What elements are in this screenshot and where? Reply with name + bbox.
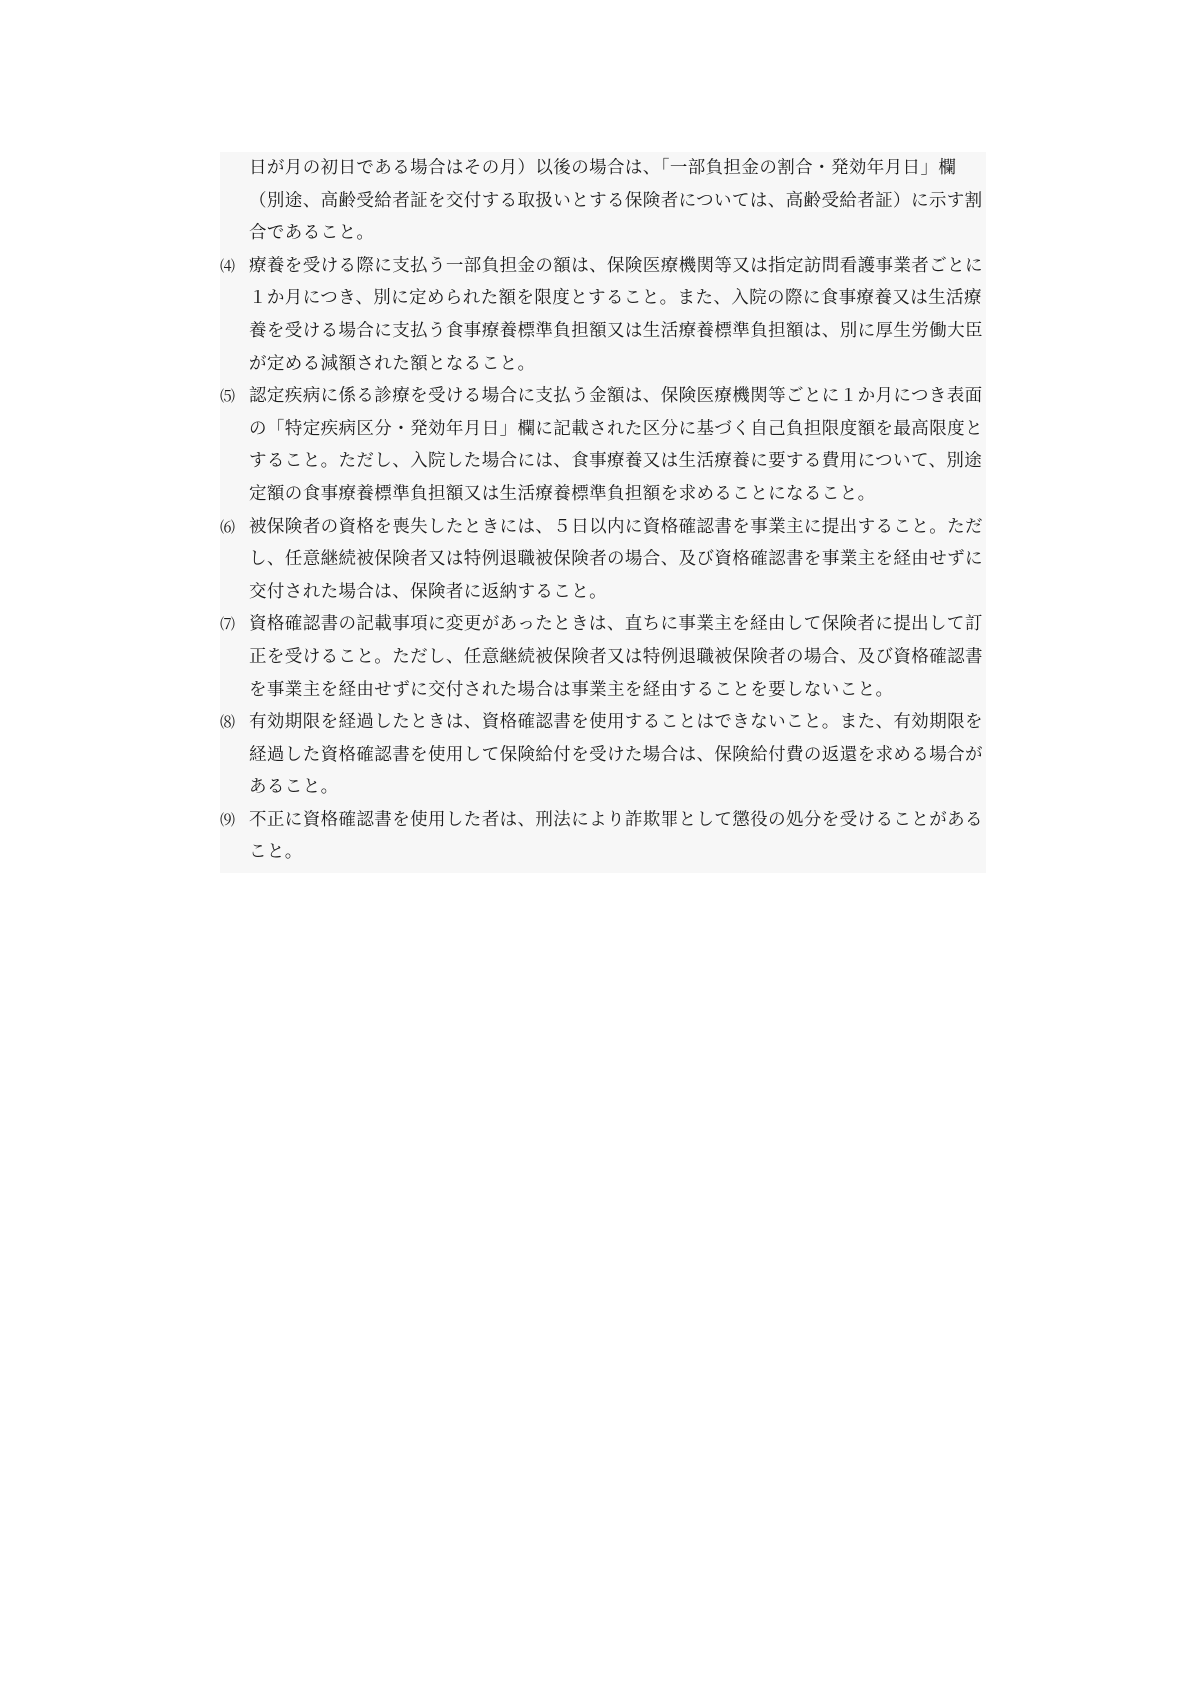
item-text: 療養を受ける際に支払う一部負担金の額は、保険医療機関等又は指定訪問看護事業者ごとに１か月につき、別に定められた額を限度とすること。また、入院の際に食事療養又は生活療養を受ける場合に支払う食事療養標準負担額又は生活療養標準負担額は、別に厚生労働大臣が定める減額された額となること。 (249, 255, 983, 374)
document-text-block (220, 152, 986, 873)
list-item-4 (220, 250, 986, 380)
item-text: 認定疾病に係る診療を受ける場合に支払う金額は、保険医療機関等ごとに１か月につき表面の「特定疾病区分・発効年月日」欄に記載された区分に基づく自己負担限度額を最高限度とすること。ただし、入院した場合には、食事療養又は生活療養に要する費用について、別途定額の食事療養標準負担額又は生活療養標準負担額を求めることになること。 (249, 386, 983, 504)
item-number: ⑸ (220, 387, 236, 406)
list-item-8 (220, 706, 986, 804)
continuation-paragraph: 日が月の初日である場合はその月）以後の場合は、「一部負担金の割合・発効年月日」欄（別途、高齢受給者証を交付する取扱いとする保険者については、高齢受給者証）に示す割合であること。 (249, 158, 983, 244)
item-text: 不正に資格確認書を使用した者は、刑法により詐欺罪として懲役の処分を受けることがあること。 (249, 809, 983, 863)
list-item-6 (220, 511, 986, 609)
item-number: ⑹ (220, 517, 236, 536)
item-text: 被保険者の資格を喪失したときには、５日以内に資格確認書を事業主に提出すること。ただし、任意継続被保険者又は特例退職被保険者の場合、及び資格確認書を事業主を経由せずに交付された場合は、保険者に返納すること。 (249, 516, 983, 602)
item-number: ⑼ (220, 810, 236, 829)
item-text: 有効期限を経過したときは、資格確認書を使用することはできないこと。また、有効期限を経過した資格確認書を使用して保険給付を受けた場合は、保険給付費の返還を求める場合があること。 (249, 712, 983, 798)
item-number: ⑺ (220, 615, 236, 634)
list-item-7 (220, 608, 986, 706)
item-number: ⑷ (220, 256, 236, 275)
item-number: ⑻ (220, 713, 236, 732)
list-item-9 (220, 804, 986, 869)
list-item-5 (220, 380, 986, 510)
item-text: 資格確認書の記載事項に変更があったときは、直ちに事業主を経由して保険者に提出して訂正を受けること。ただし、任意継続被保険者又は特例退職被保険者の場合、及び資格確認書を事業主を経由せずに交付された場合は事業主を経由することを要しないこと。 (249, 614, 983, 700)
